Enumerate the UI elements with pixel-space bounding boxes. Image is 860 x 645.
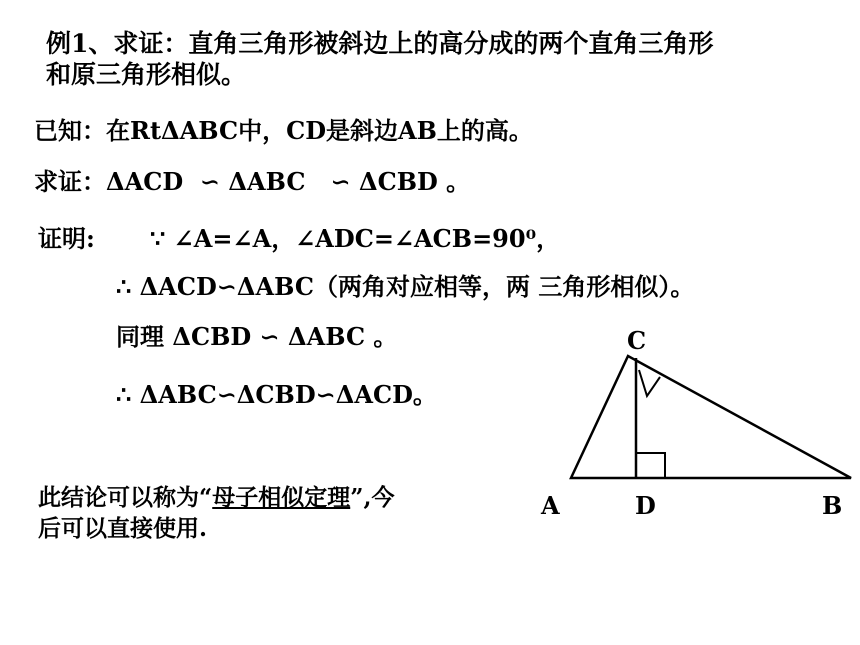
proof-step-1: ∵ ∠A=∠A，∠ADC=∠ACB=90⁰， [150,224,561,253]
triangle-abc-shape [571,356,851,478]
right-angle-mark-c [639,370,660,396]
conclusion-post: ”,今 [350,484,395,511]
right-angle-mark-d [636,453,665,478]
similar-symbol-1: ∽ [199,167,220,196]
example-line-2: 和原三角形相似。 [46,60,247,89]
to-prove-end: 。 [437,167,471,196]
theorem-name: 母子相似定理 [212,484,351,511]
triangle-acd: ΔACD [106,167,184,196]
proof-label: 证明: [38,224,95,253]
triangle-cbd: ΔCBD [358,167,438,196]
similar-symbol-2: ∽ [330,167,351,196]
given-text: 在RtΔABC中，CD是斜边AB上的高。 [106,116,533,145]
to-prove-label: 求证： [34,167,106,196]
proof-step-2: ∴ ΔACD∽ΔABC（两角对应相等，两 三角形相似）。 [116,272,695,301]
conclusion-line-2: 后可以直接使用. [38,515,208,542]
point-c-label: C [627,326,647,355]
conclusion-pre: 此结论可以称为“ [38,484,213,511]
point-a-label: A [541,491,560,520]
triangle-abc: ΔABC [228,167,306,196]
proof-step-3: 同理 ΔCBD ∽ ΔABC 。 [116,322,398,351]
point-b-label: B [822,491,843,520]
point-d-label: D [635,491,656,520]
given-label: 已知： [34,116,106,145]
proof-step-4: ∴ ΔABC∽ΔCBD∽ΔACD。 [116,380,437,409]
example-line-1: 例1、求证：直角三角形被斜边上的高分成的两个直角三角形 [46,29,714,58]
